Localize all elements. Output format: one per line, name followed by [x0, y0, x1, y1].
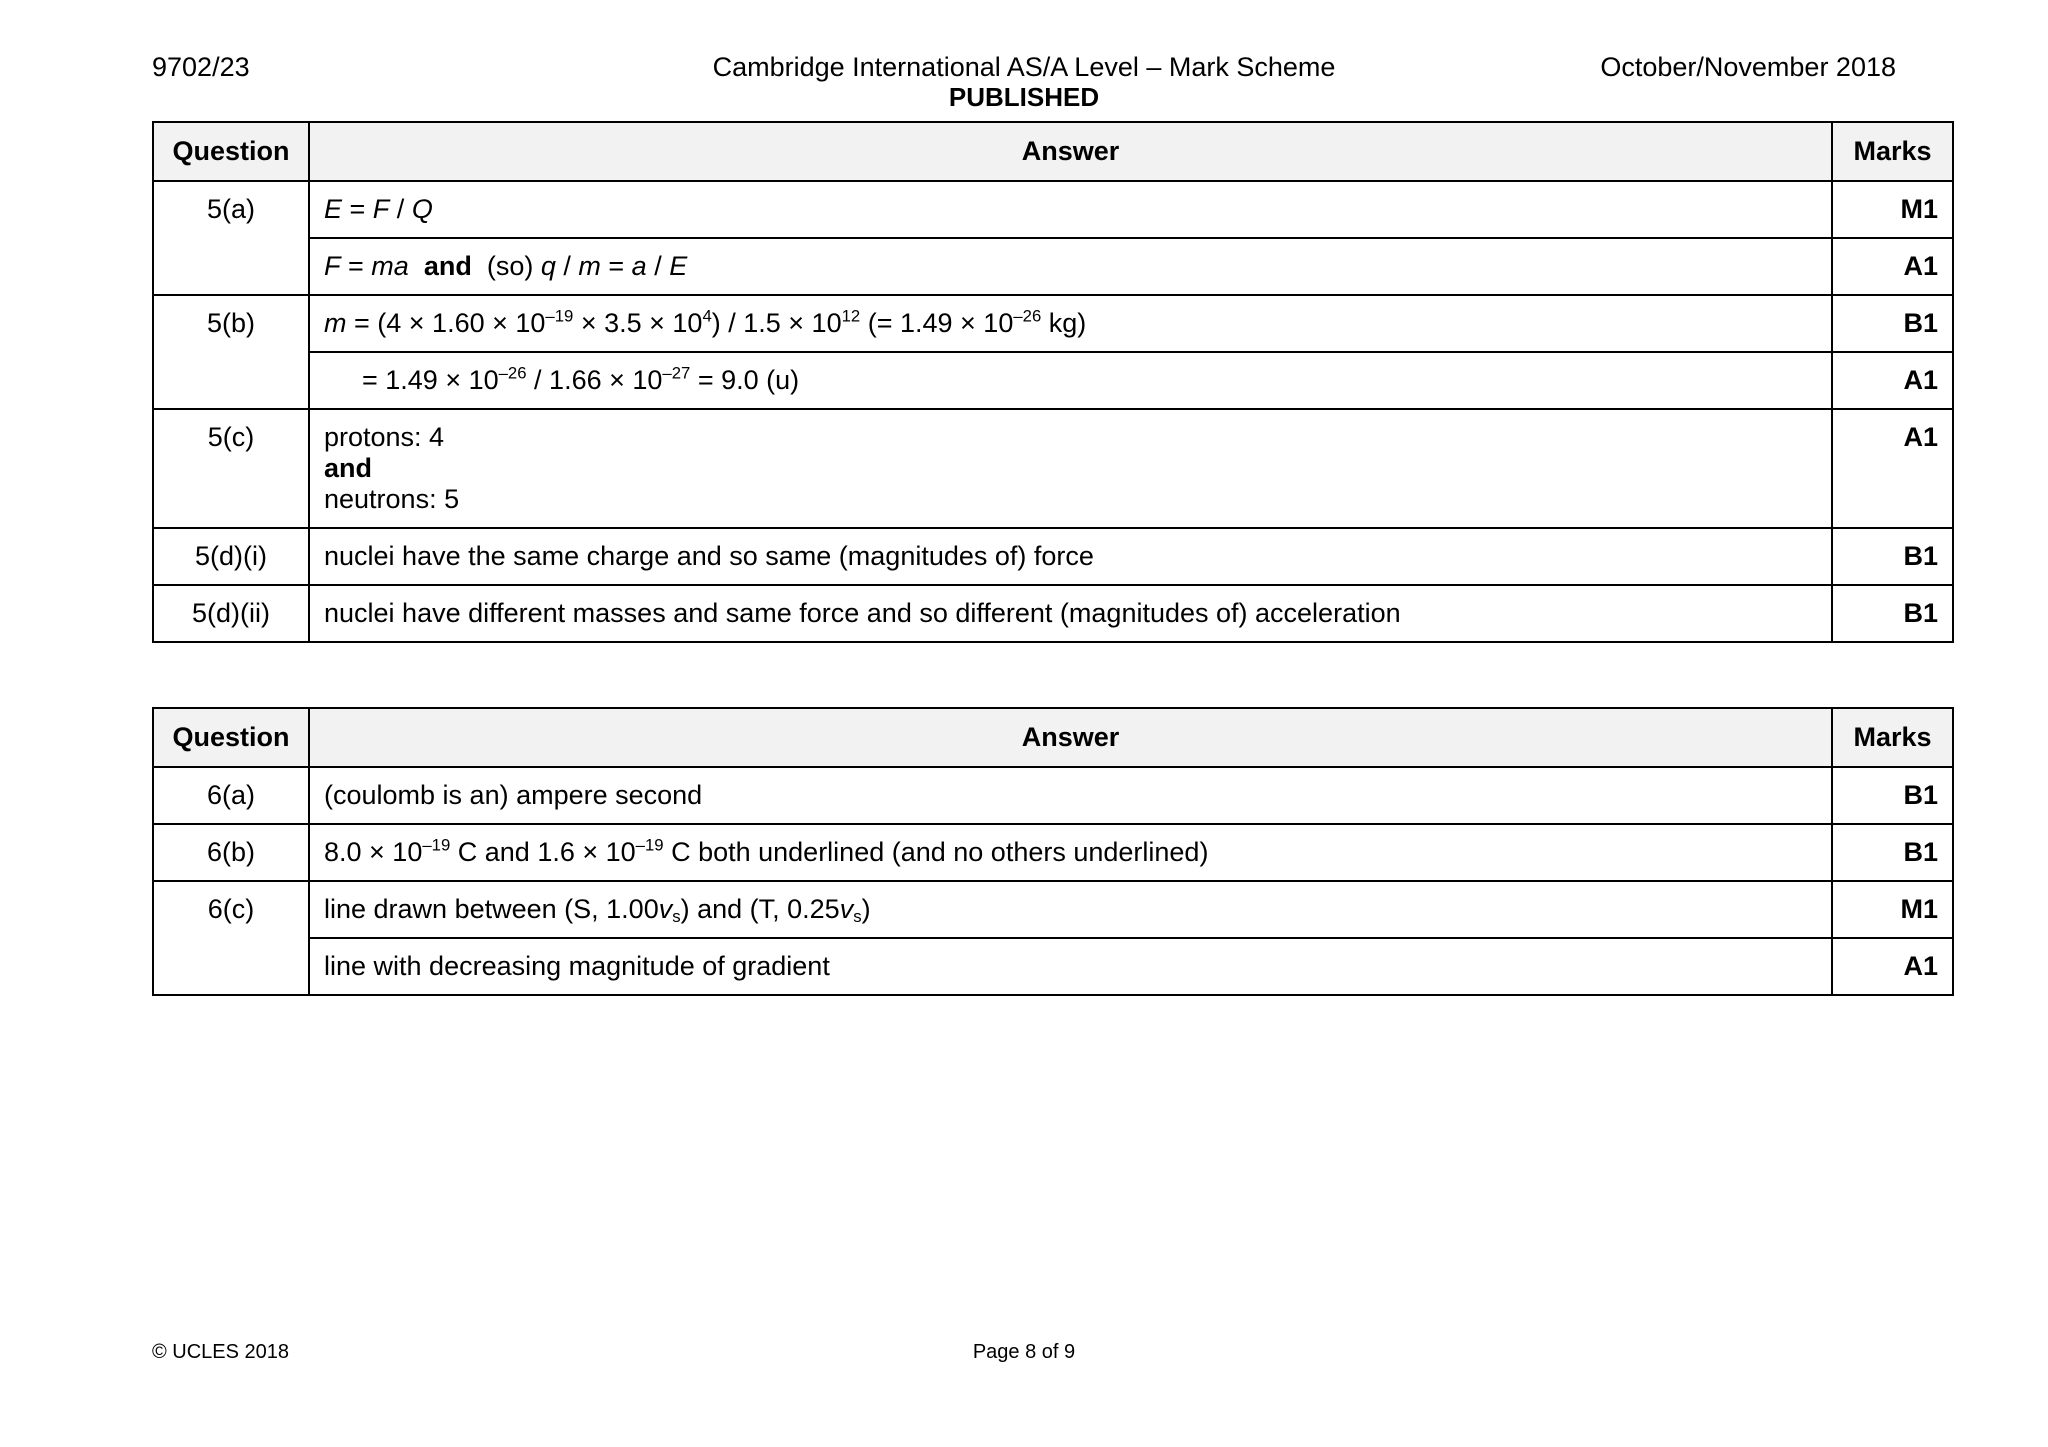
marks-cell: B1 — [1832, 767, 1953, 824]
marks-cell: B1 — [1832, 585, 1953, 642]
column-header-question: Question — [153, 708, 309, 767]
table-header-row — [153, 708, 1953, 767]
answer-cell: = $1.49 \times 10^{-26} / 1.66 \times 10^{-27} = 9.0$ (u) — [309, 352, 1832, 409]
document-title: Cambridge International AS/A Level – Mark Scheme — [712, 52, 1336, 82]
question-cell: 5(b) — [153, 295, 309, 409]
marks-cell: M1 — [1832, 181, 1953, 238]
table-row — [153, 295, 1953, 352]
table-row — [153, 352, 1953, 409]
marks-cell: A1 — [1832, 938, 1953, 995]
table-row — [153, 767, 1953, 824]
marks-cell: A1 — [1832, 352, 1953, 409]
marks-cell: A1 — [1832, 238, 1953, 295]
marks-cell: B1 — [1832, 295, 1953, 352]
column-header-question: Question — [153, 122, 309, 181]
answer-cell: E = F / Q — [309, 181, 1832, 238]
question-cell: 5(d)(ii) — [153, 585, 309, 642]
table-row — [153, 938, 1953, 995]
mark-scheme-table-question-5 — [152, 121, 1954, 643]
answer-cell: nuclei have different masses and same force and so different (magnitudes of) acceleration — [309, 585, 1832, 642]
table-row — [153, 409, 1953, 528]
question-cell: 5(a) — [153, 181, 309, 295]
table-row — [153, 824, 1953, 881]
answer-cell: (coulomb is an) ampere second — [309, 767, 1832, 824]
answer-cell: F = ma and (so) q / m = a / E — [309, 238, 1832, 295]
table-row — [153, 881, 1953, 938]
column-header-marks: Marks — [1832, 708, 1953, 767]
table-row — [153, 585, 1953, 642]
marks-cell: B1 — [1832, 528, 1953, 585]
answer-cell: $m = (4 \times 1.60 \times 10^{-19} \times 3.5 \times 10^4) / 1.5 \times 10^{12}$ (= $1.49 \times 10^{-26}$ kg) — [309, 295, 1832, 352]
column-header-answer: Answer — [309, 708, 1832, 767]
copyright-notice: © UCLES 2018 — [152, 1341, 290, 1363]
question-cell: 5(d)(i) — [153, 528, 309, 585]
table-row — [153, 528, 1953, 585]
mark-scheme-table-question-6 — [152, 707, 1954, 996]
table-row — [153, 181, 1953, 238]
marks-cell: A1 — [1832, 409, 1953, 528]
answer-cell: $8.0 \times 10^{-19}$ C and $1.6 \times 10^{-19}$ C both underlined (and no others underlined) — [309, 824, 1832, 881]
answer-cell: nuclei have the same charge and so same (magnitudes of) force — [309, 528, 1832, 585]
answer-cell: line drawn between (S, $1.00v_s$) and (T, $0.25v_s$) — [309, 881, 1832, 938]
exam-session: October/November 2018 — [1600, 52, 1896, 82]
table-header-row — [153, 122, 1953, 181]
paper-code: 9702/23 — [152, 52, 250, 82]
table-row — [153, 238, 1953, 295]
question-cell: 6(c) — [153, 881, 309, 995]
column-header-answer: Answer — [309, 122, 1832, 181]
marks-cell: B1 — [1832, 824, 1953, 881]
answer-cell: protons: 4 and neutrons: 5 — [309, 409, 1832, 528]
question-cell: 5(c) — [153, 409, 309, 528]
answer-cell: line with decreasing magnitude of gradient — [309, 938, 1832, 995]
page-number: Page 8 of 9 — [972, 1341, 1076, 1363]
question-cell: 6(a) — [153, 767, 309, 824]
marks-cell: M1 — [1832, 881, 1953, 938]
question-cell: 6(b) — [153, 824, 309, 881]
published-label: PUBLISHED — [948, 82, 1100, 112]
column-header-marks: Marks — [1832, 122, 1953, 181]
